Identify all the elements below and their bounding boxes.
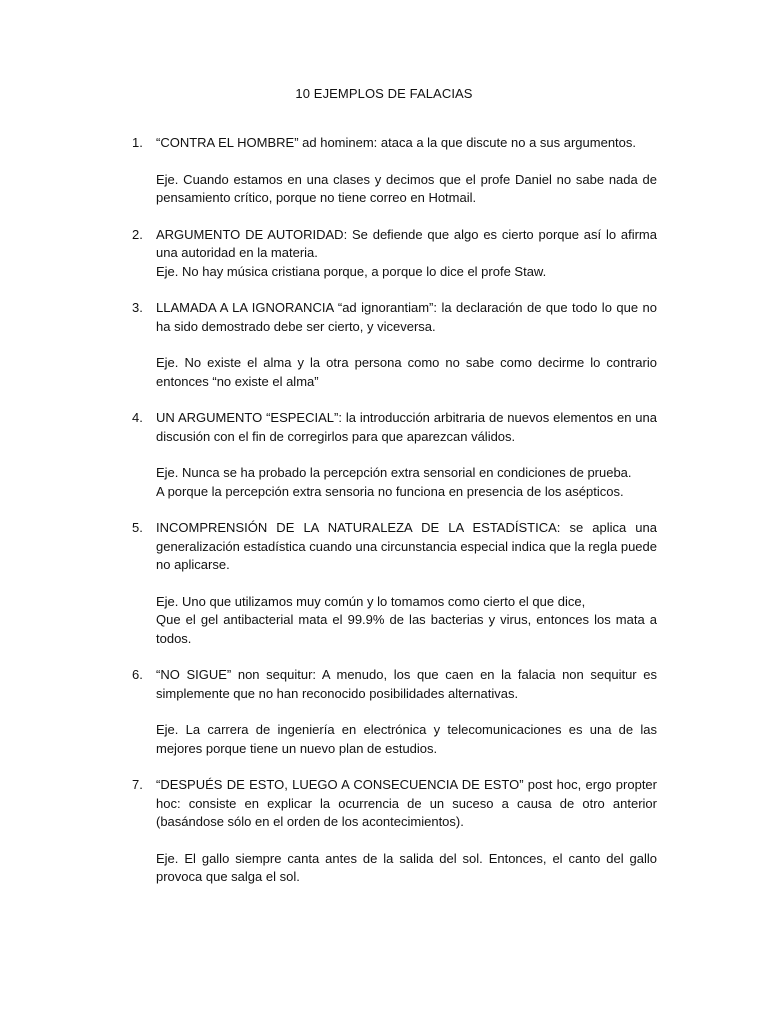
fallacy-example: Eje. No hay música cristiana porque, a porque lo dice el profe Staw. bbox=[156, 263, 547, 279]
fallacy-example: Eje. El gallo siempre canta antes de la salida del sol. Entonces, el canto del gallo provoca que salga el sol. bbox=[156, 850, 657, 884]
item-number: 6. bbox=[132, 667, 143, 682]
list-item bbox=[132, 134, 657, 208]
item-number: 2. bbox=[132, 226, 143, 242]
item-number: 3. bbox=[132, 300, 143, 315]
list-item bbox=[132, 409, 657, 501]
fallacy-definition: LLAMADA A LA IGNORANCIA “ad ignorantiam”: la declaración de que todo lo que no ha sido demostrado debe ser cierto, y viceversa. bbox=[156, 300, 657, 334]
fallacy-definition: ARGUMENTO DE AUTORIDAD: Se defiende que algo es cierto porque así lo afirma una autoridad en la materia. bbox=[156, 226, 657, 260]
fallacy-example: Eje. Nunca se ha probado la percepción extra sensorial en condiciones de prueba. bbox=[156, 465, 632, 480]
fallacy-example-continued: A porque la percepción extra sensoria no funciona en presencia de los asépticos. bbox=[156, 483, 624, 499]
fallacy-example: Eje. Cuando estamos en una clases y decimos que el profe Daniel no sabe nada de pensamiento crítico, porque no tiene correo en Hotmail. bbox=[156, 171, 657, 205]
item-number: 7. bbox=[132, 777, 143, 792]
fallacy-definition: “NO SIGUE” non sequitur: A menudo, los que caen en la falacia non sequitur es simplemente que no han reconocido posibilidades alternativas. bbox=[156, 667, 657, 701]
fallacy-example: Eje. Uno que utilizamos muy común y lo tomamos como cierto el que dice, bbox=[156, 593, 586, 609]
list-item bbox=[132, 299, 657, 391]
fallacy-example: Eje. No existe el alma y la otra persona como no sabe como decirme lo contrario entonces “no existe el alma” bbox=[156, 355, 657, 389]
item-number: 4. bbox=[132, 410, 143, 425]
document-title: 10 EJEMPLOS DE FALACIAS bbox=[295, 86, 473, 101]
fallacy-definition: “CONTRA EL HOMBRE” ad hominem: ataca a la que discute no a sus argumentos. bbox=[156, 135, 637, 150]
fallacy-definition: INCOMPRENSIÓN DE LA NATURALEZA DE LA ESTADÍSTICA: se aplica una generalización estadística cuando una circunstancia especial indica que la regla puede no aplicarse. bbox=[156, 520, 657, 572]
fallacy-definition: “DESPUÉS DE ESTO, LUEGO A CONSECUENCIA DE ESTO” post hoc, ergo propter hoc: consiste en explicar la ocurrencia de un suceso a causa de otro anterior (basándose sólo en el orden de los acontecimientos). bbox=[156, 777, 657, 829]
item-number: 5. bbox=[132, 520, 143, 535]
fallacy-definition: UN ARGUMENTO “ESPECIAL”: la introducción arbitraria de nuevos elementos en una discusión con el fin de corregirlos para que aparezcan válidos. bbox=[156, 410, 657, 444]
fallacy-list bbox=[132, 134, 657, 905]
item-number: 1. bbox=[132, 135, 143, 150]
list-item bbox=[132, 666, 657, 758]
list-item bbox=[132, 519, 657, 648]
list-item bbox=[132, 776, 657, 887]
list-item bbox=[132, 226, 657, 282]
fallacy-example-continued: Que el gel antibacterial mata el 99.9% de las bacterias y virus, entonces los mata a todos. bbox=[156, 612, 657, 646]
fallacy-example: Eje. La carrera de ingeniería en electrónica y telecomunicaciones es una de las mejores porque tiene un nuevo plan de estudios. bbox=[156, 722, 657, 756]
